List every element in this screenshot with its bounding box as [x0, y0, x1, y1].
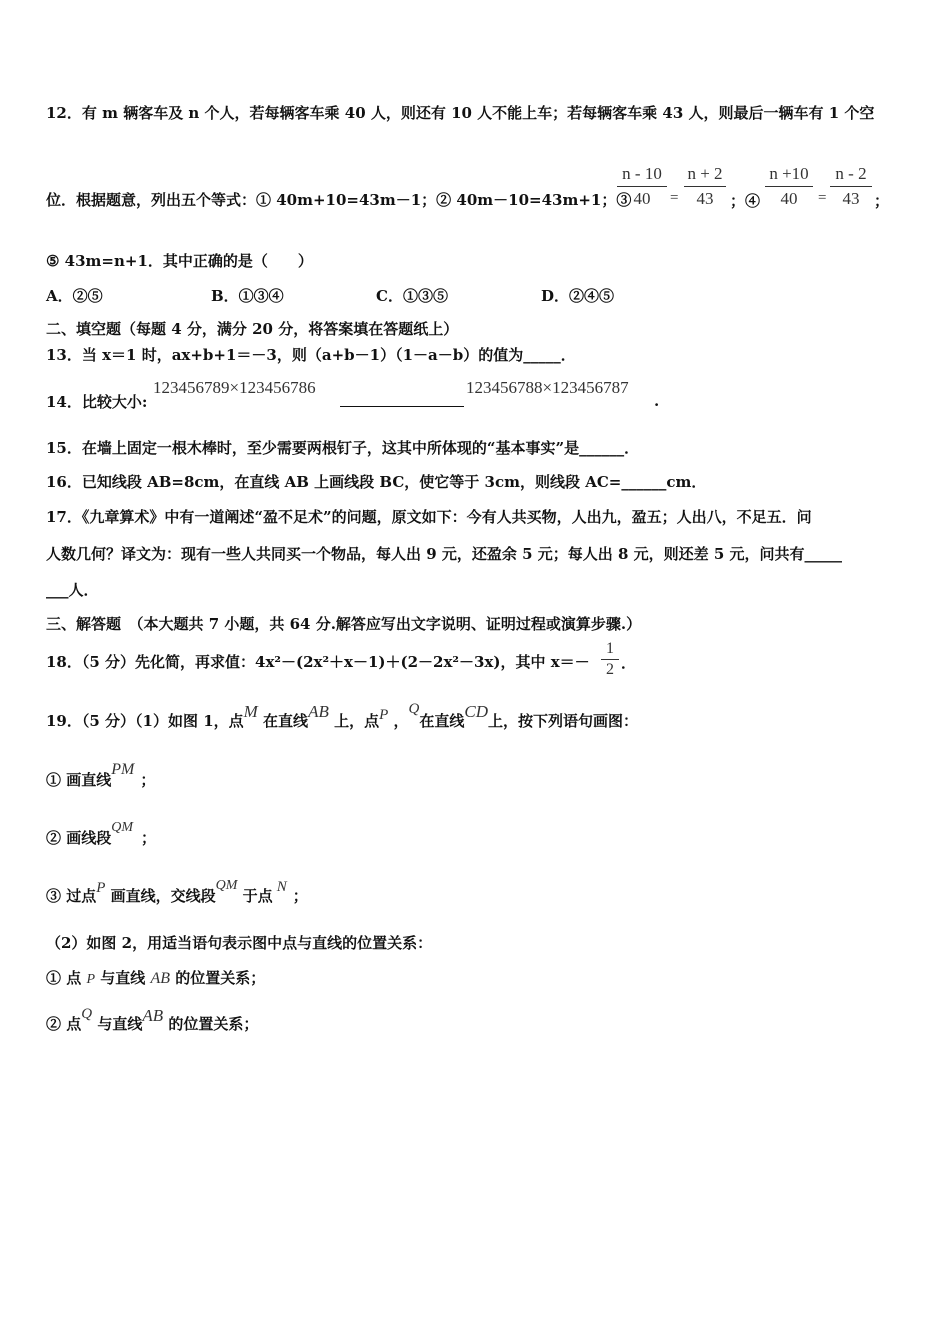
q16: 16．已知线段 AB=8cm，在直线 AB 上画线段 BC，使它等于 3cm，则线段 AC=______cm． [46, 473, 707, 491]
q14-label: 14．比较大小: [46, 393, 148, 411]
q14-expression-1: 123456789×123456786 [153, 378, 316, 397]
point-q-2: Q [81, 1006, 93, 1022]
fraction-4-numerator: n - 2 [835, 164, 867, 183]
q14-period: . [654, 392, 660, 410]
q13: 13．当 x＝1 时，ax+b+1＝－3，则（a+b－1）（1－a－b）的值为_____． [46, 346, 576, 364]
q19-step-2 [46, 820, 157, 850]
point-q: Q [408, 701, 420, 717]
step-1-end: ； [140, 771, 156, 789]
segment-qm-2: QM [215, 878, 238, 893]
equals-sign-2: = [818, 190, 827, 206]
q18-fraction-numerator: 1 [606, 640, 614, 657]
line-ab-3: AB [142, 1006, 164, 1025]
step-1-text: ① 画直线 [46, 771, 112, 789]
step-2-text: ② 画线段 [46, 829, 112, 847]
fraction-4 [830, 164, 872, 209]
line-pm: PM [111, 761, 135, 778]
q19-text-f: 上，按下列语句画图： [488, 712, 639, 730]
equals-sign-1: = [670, 190, 679, 206]
fraction-1-numerator: n - 10 [622, 164, 662, 183]
q19-text-a: 19．（5 分）（1）如图 1，点 [46, 712, 244, 730]
q18-fraction [601, 640, 619, 679]
fraction-2-denominator: 43 [696, 189, 714, 208]
point-p-2: P [96, 880, 106, 896]
q19-part-2: （2）如图 2，用适当语句表示图中点与直线的位置关系： [46, 934, 433, 952]
option-d: D．②④⑤ [541, 287, 615, 305]
q17-line1: 17．《九章算术》中有一道阐述“盈不足术”的问题，原文如下：今有人共买物，人出九，盈五；人出八，不足五．问 [46, 508, 812, 526]
fraction-4-denominator: 43 [842, 189, 860, 208]
q19-intro [46, 701, 639, 732]
step-3-text-b: 画直线，交线段 [110, 887, 216, 905]
q19-text-e: 在直线 [419, 712, 465, 730]
q19-relation-1 [46, 968, 265, 990]
q17-line3: ___人． [46, 581, 99, 599]
q18-period: ． [621, 654, 637, 672]
q19-text-d: ， [393, 712, 409, 730]
point-p-3: P [86, 972, 96, 987]
fraction-3-numerator: n +10 [769, 164, 809, 183]
separator-4: ；④ [730, 192, 761, 210]
relation-2-text-b: 与直线 [97, 1015, 143, 1033]
relation-1-text-c: 的位置关系； [175, 969, 266, 987]
option-b: B．①③④ [211, 287, 284, 305]
q19-text-c: 上，点 [334, 712, 380, 730]
line-ab: AB [308, 702, 329, 721]
fraction-1 [617, 164, 667, 209]
fraction-2-numerator: n + 2 [687, 164, 723, 183]
q12-line2-prefix: 位．根据题意，列出五个等式：① 40m+10=43m－1；② 40m－10=43m+1；③ [46, 191, 632, 209]
q19-step-1 [46, 761, 156, 791]
section-2-heading: 二、填空题（每题 4 分，满分 20 分，将答案填在答题纸上） [46, 320, 459, 338]
point-n: N [276, 879, 287, 895]
line-cd: CD [464, 702, 488, 721]
q19-step-3 [46, 878, 308, 908]
segment-qm: QM [111, 820, 134, 835]
fraction-3-denominator: 40 [780, 189, 798, 208]
step-3-text-c: 于点 [242, 887, 273, 905]
q19-relation-2 [46, 1006, 259, 1035]
step-2-end: ； [141, 829, 157, 847]
q14-answer-blank [340, 406, 464, 407]
section-3-heading: 三、解答题 （本大题共 7 小题，共 64 分.解答应写出文字说明、证明过程或演算步骤.） [46, 615, 642, 633]
q14-expression-2: 123456788×123456787 [466, 378, 629, 397]
point-m: M [243, 702, 258, 721]
step-3-end: ； [292, 887, 308, 905]
relation-2-text-c: 的位置关系； [168, 1015, 259, 1033]
relation-1-text-b: 与直线 [100, 969, 146, 987]
q18-text: 18．（5 分）先化简，再求值：4x²－(2x²＋x－1)＋(2－2x²－3x)，其中 x＝－ [46, 653, 590, 671]
q19-text-b: 在直线 [263, 712, 309, 730]
semicolon: ； [874, 192, 890, 210]
relation-1-text-a: ① 点 [46, 969, 82, 987]
q17-line2: 人数几何？译文为：现有一些人共同买一个物品，每人出 9 元，还盈余 5 元；每人出 8 元，则还差 5 元，问共有_____ [46, 545, 843, 563]
q15: 15．在墙上固定一根木棒时，至少需要两根钉子，这其中所体现的“基本事实”是______． [46, 439, 640, 457]
q18-fraction-denominator: 2 [606, 661, 614, 678]
q12-line1: 12．有 m 辆客车及 n 个人，若每辆客车乘 40 人，则还有 10 人不能上车；若每辆客车乘 43 人，则最后一辆车有 1 个空 [46, 104, 875, 122]
line-ab-2: AB [150, 970, 171, 987]
fraction-3 [765, 164, 813, 209]
point-p: P [379, 707, 389, 723]
fraction-2 [684, 164, 726, 209]
q12-line3: ⑤ 43m=n+1．其中正确的是（ ） [46, 252, 313, 270]
relation-2-text-a: ② 点 [46, 1015, 82, 1033]
option-a: A．②⑤ [46, 287, 103, 305]
step-3-text-a: ③ 过点 [46, 887, 97, 905]
option-c: C．①③⑤ [376, 287, 448, 305]
fraction-1-denominator: 40 [633, 189, 651, 208]
